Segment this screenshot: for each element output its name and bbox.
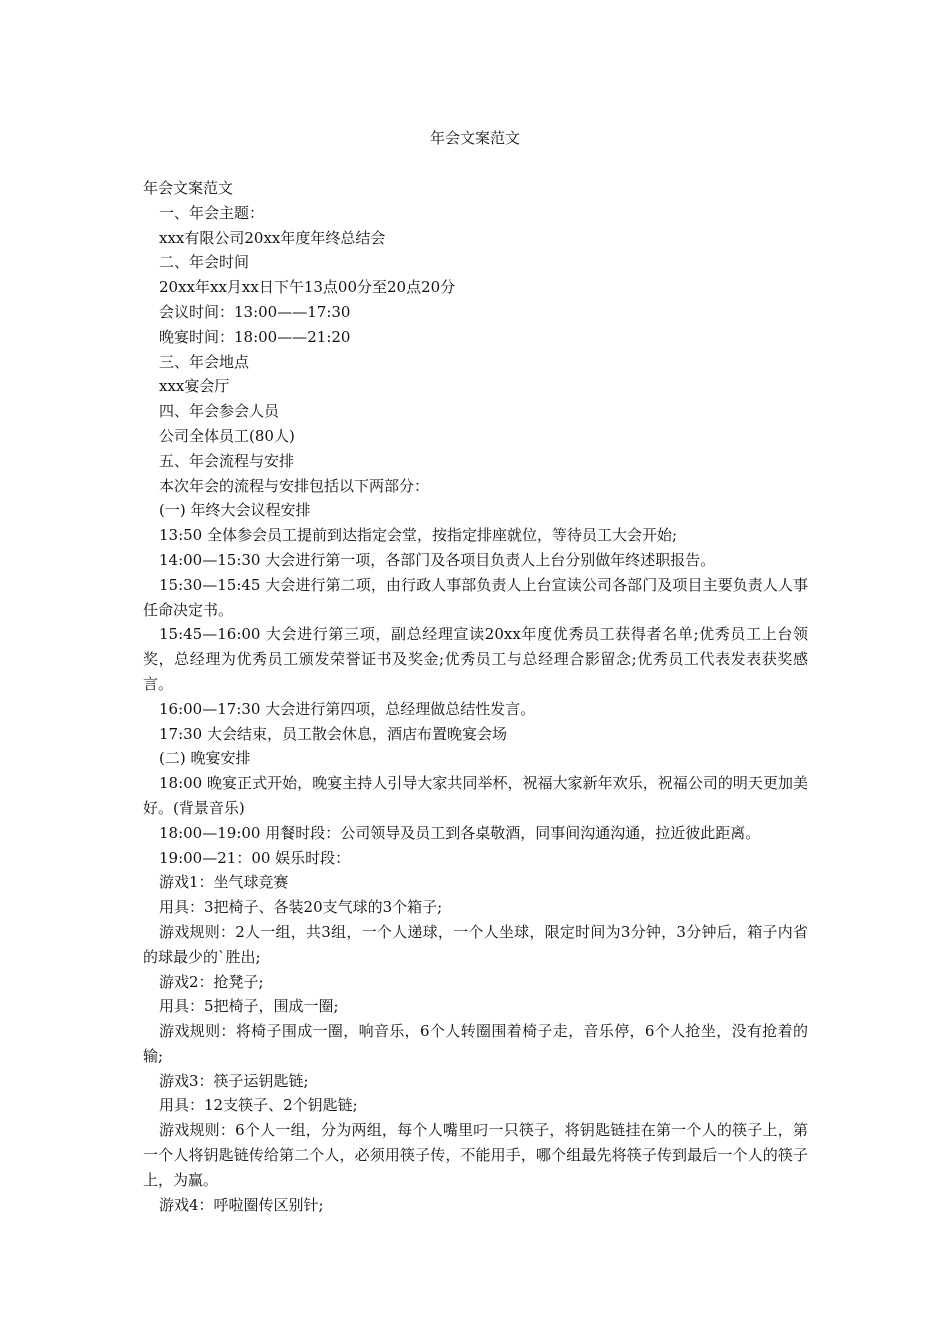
section-2-title: 二、年会时间 [159,253,250,272]
section-1-text: xxx有限公司20xx年度年终总结会 [159,228,386,247]
subsection-2-title: (二) 晚宴安排 [159,749,251,768]
section-3-title: 三、年会地点 [159,352,250,371]
game-title: 游戏1：坐气球竞赛 [159,873,289,892]
section-2-date: 20xx年xx月xx日下午13点00分至20点20分 [159,278,456,297]
game-equipment: 用具：12支筷子、2个钥匙链; [159,1096,358,1115]
meeting-time: 会议时间：13:00——17:30 [159,302,351,321]
game-rules: 游戏规则：2人一组，共3组，一个人递球，一个人坐球，限定时间为3分钟，3分钟后，箱子内省的球最少的`胜出; [143,922,808,966]
game-title: 游戏4：呼啦圈传区别针; [159,1195,324,1214]
game-title: 游戏3：筷子运钥匙链; [159,1071,309,1090]
section-1-title: 一、年会主题： [159,203,265,222]
agenda-item: 15:30—15:45 大会进行第二项，由行政人事部负责人上台宣读公司各部门及项目主要负责人人事任命决定书。 [143,575,808,619]
game-rules: 游戏规则：将椅子围成一圈，响音乐，6个人转圈围着椅子走，音乐停，6个人抢坐，没有抢着的输; [143,1022,808,1065]
agenda-item: 13:50 全体参会员工提前到达指定会堂，按指定排座就位，等待员工大会开始; [159,526,678,545]
section-3-text: xxx宴会厅 [159,377,230,396]
game-equipment: 用具：3把椅子、各装20支气球的3个箱子; [159,898,443,917]
subsection-1-title: (一) 年终大会议程安排 [159,501,311,520]
banquet-item: 18:00 晚宴正式开始，晚宴主持人引导大家共同举杯，祝福大家新年欢乐，祝福公司的明天更加美好。(背景音乐) [143,774,808,817]
document-body [143,176,808,1217]
section-4-text: 公司全体员工(80人) [159,426,295,445]
agenda-item: 17:30 大会结束，员工散会休息，酒店布置晚宴会场 [159,724,507,743]
page-title: 年会文案范文 [429,129,520,147]
agenda-item: 16:00—17:30 大会进行第四项，总经理做总结性发言。 [159,699,536,718]
section-5-title: 五、年会流程与安排 [159,451,295,470]
section-5-intro: 本次年会的流程与安排包括以下两部分： [159,476,430,495]
banquet-item: 18:00—19:00 用餐时段：公司领导及员工到各桌敬酒，同事间沟通沟通，拉近彼此距离。 [159,823,761,842]
banquet-item: 19:00—21：00 娱乐时段： [159,848,351,867]
agenda-item: 14:00—15:30 大会进行第一项，各部门及各项目负责人上台分别做年终述职报告。 [159,550,716,569]
banquet-time: 晚宴时间：18:00——21:20 [159,327,351,346]
game-title: 游戏2：抢凳子; [159,972,264,991]
agenda-item: 15:45—16:00 大会进行第三项，副总经理宣读20xx年度优秀员工获得者名单;优秀员工上台领奖，总经理为优秀员工颁发荣誉证书及奖金;优秀员工与总经理合影留念;优秀员工代表发表获奖感言。 [143,625,808,693]
game-rules: 游戏规则：6个人一组，分为两组，每个人嘴里叼一只筷子，将钥匙链挂在第一个人的筷子上，第一个人将钥匙链传给第二个人，必须用筷子传，不能用手，哪个组最先将筷子传到最后一个人的筷子上，为赢。 [143,1121,808,1189]
document-heading: 年会文案范文 [143,179,234,197]
section-4-title: 四、年会参会人员 [159,402,280,421]
game-equipment: 用具：5把椅子，围成一圈; [159,997,339,1016]
